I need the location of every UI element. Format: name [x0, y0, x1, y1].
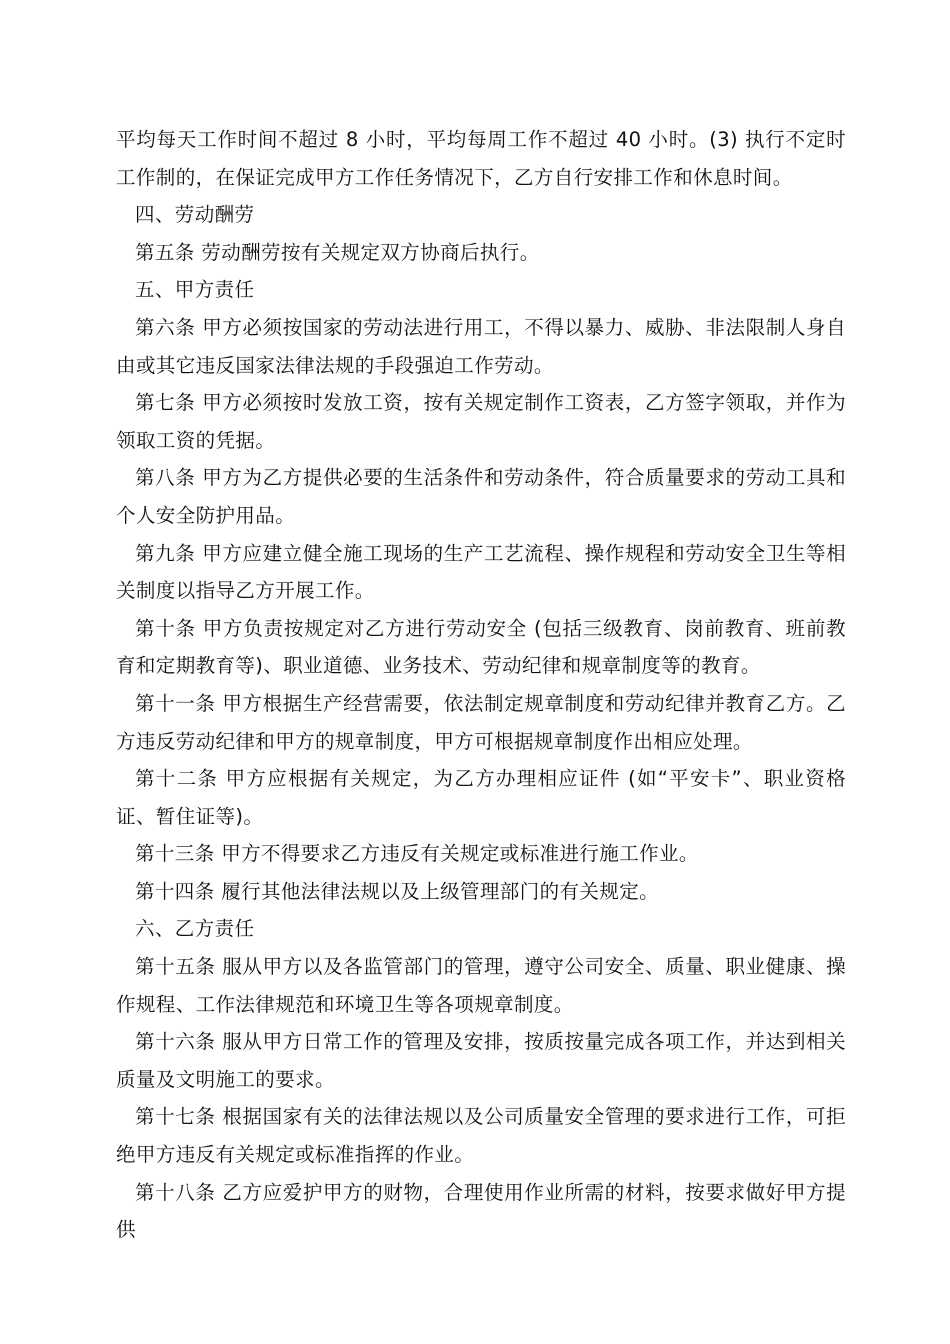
section-heading-party-b: 六、乙方责任: [135, 917, 255, 941]
article-13: 第十三条 甲方不得要求乙方违反有关规定或标准进行施工作业。: [135, 842, 699, 866]
article-15: 第十五条 服从甲方以及各监管部门的管理，遵守公司安全、质量、职业健康、操作规程、工作法律规范和环境卫生等各项规章制度。: [116, 955, 846, 1016]
paragraph-continuation: 平均每天工作时间不超过 8 小时，平均每周工作不超过 40 小时。(3) 执行不定时工作制的，在保证完成甲方工作任务情况下，乙方自行安排工作和休息时间。: [116, 128, 846, 189]
article-9: 第九条 甲方应建立健全施工现场的生产工艺流程、操作规程和劳动安全卫生等相关制度以指导乙方开展工作。: [116, 541, 846, 603]
section-heading-labor-pay: 四、劳动酬劳: [135, 203, 255, 227]
article-17: 第十七条 根据国家有关的法律法规以及公司质量安全管理的要求进行工作，可拒绝甲方违反有关规定或标准指挥的作业。: [116, 1105, 846, 1167]
article-11: 第十一条 甲方根据生产经营需要，依法制定规章制度和劳动纪律并教育乙方。乙方违反劳动纪律和甲方的规章制度，甲方可根据规章制度作出相应处理。: [116, 691, 846, 753]
document-body: [116, 121, 846, 1249]
article-12: 第十二条 甲方应根据有关规定，为乙方办理相应证件 (如“平安卡”、职业资格证、暂住证等)。: [116, 767, 846, 828]
article-5: 第五条 劳动酬劳按有关规定双方协商后执行。: [135, 240, 540, 264]
article-18: 第十八条 乙方应爱护甲方的财物，合理使用作业所需的材料，按要求做好甲方提供: [116, 1180, 846, 1242]
article-6: 第六条 甲方必须按国家的劳动法进行用工，不得以暴力、威胁、非法限制人身自由或其它违反国家法律法规的手段强迫工作劳动。: [116, 315, 846, 377]
article-16: 第十六条 服从甲方日常工作的管理及安排，按质按量完成各项工作，并达到相关质量及文明施工的要求。: [116, 1030, 846, 1091]
article-7: 第七条 甲方必须按时发放工资，按有关规定制作工资表，乙方签字领取，并作为领取工资的凭据。: [116, 391, 846, 452]
article-10: 第十条 甲方负责按规定对乙方进行劳动安全 (包括三级教育、岗前教育、班前教育和定期教育等)、职业道德、业务技术、劳动纪律和规章制度等的教育。: [116, 616, 846, 678]
article-14: 第十四条 履行其他法律法规以及上级管理部门的有关规定。: [135, 879, 659, 903]
article-8: 第八条 甲方为乙方提供必要的生活条件和劳动条件，符合质量要求的劳动工具和个人安全防护用品。: [116, 466, 846, 527]
section-heading-party-a: 五、甲方责任: [135, 278, 255, 302]
